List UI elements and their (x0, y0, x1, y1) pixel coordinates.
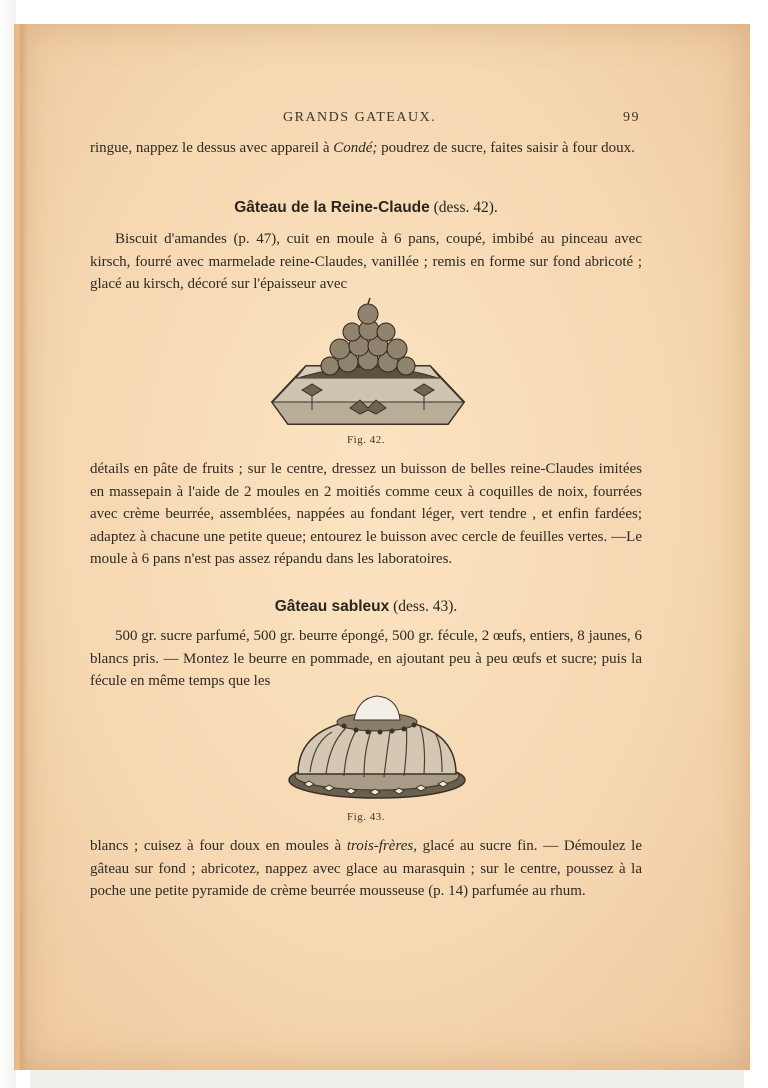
figure-43-caption: Fig. 43. (347, 811, 385, 823)
text-run: poudrez de sucre, faites saisir à four doux. (377, 140, 635, 156)
figure-43-ring-cake (284, 692, 470, 806)
ring-cake-drawing (289, 696, 465, 798)
page-number: 99 (623, 110, 640, 125)
scan-bottom-strip (30, 1070, 744, 1088)
heading-title: Gâteau de la Reine-Claude (234, 199, 430, 216)
italic-trois-freres: trois-frères, (346, 838, 417, 854)
paragraph-meringue (90, 137, 642, 160)
italic-conde: Condé; (333, 140, 378, 156)
text-run: glacé au sucre fin. — Démoulez le gâteau sur fond ; abricotez, nappez avec glace au marasquin ; sur le centre, poussez à la poche une petite pyramide de crème beurrée mousseuse (p. 14) parfumée au rhum. (90, 838, 643, 899)
figure-42-hexagonal-cake (268, 296, 468, 431)
heading-reine-claude (90, 199, 642, 217)
text-run: blancs ; cuisez à four doux en moules à (90, 838, 347, 854)
paragraph-reine-claude-intro: Biscuit d'amandes (p. 47), cuit en moule à 6 pans, coupé, imbibé au pinceau avec kirsch, fourré avec marmelade reine-Claudes, vanillée ; remis en forme sur fond abricoté ; glacé au kirsch, décoré sur l'épaisseur avec (90, 231, 642, 292)
heading-reference: (dess. 43). (389, 598, 458, 615)
paragraph-sableux-method (90, 835, 642, 903)
heading-title: Gâteau sableux (274, 598, 390, 615)
figure-42-caption: Fig. 42. (347, 434, 385, 446)
heading-sableux (90, 598, 642, 616)
heading-reference: (dess. 42). (429, 199, 498, 216)
text-run: ringue, nappez le dessus avec appareil à (90, 140, 334, 156)
page-header (90, 107, 640, 129)
paragraph-reine-claude-details: détails en pâte de fruits ; sur le centre, dressez un buisson de belles reine-Claudes imitées en massepain à l'aide de 2 moules en 2 moitiés comme ceux à coquilles de noix, fourrées avec crème beurrée, assemblées, nappées au fondant léger, vert tendre , et enfin fardées; adaptez à chacune une petite queue; entourez le buisson avec cercle de feuilles vertes. —Le moule à 6 pans n'est pas assez répandu dans les laboratoires. (90, 461, 642, 567)
running-title: GRANDS GATEAUX. (283, 110, 437, 125)
hex-cake-drawing (272, 298, 464, 424)
paragraph-sableux-ingredients: 500 gr. sucre parfumé, 500 gr. beurre épongé, 500 gr. fécule, 2 œufs, entiers, 8 jaunes, 6 blancs pris. — Montez le beurre en pommade, en ajoutant peu à peu œufs et sucre; puis la fécule en même temps que les (90, 628, 642, 689)
page-gutter-shadow (20, 24, 28, 1070)
